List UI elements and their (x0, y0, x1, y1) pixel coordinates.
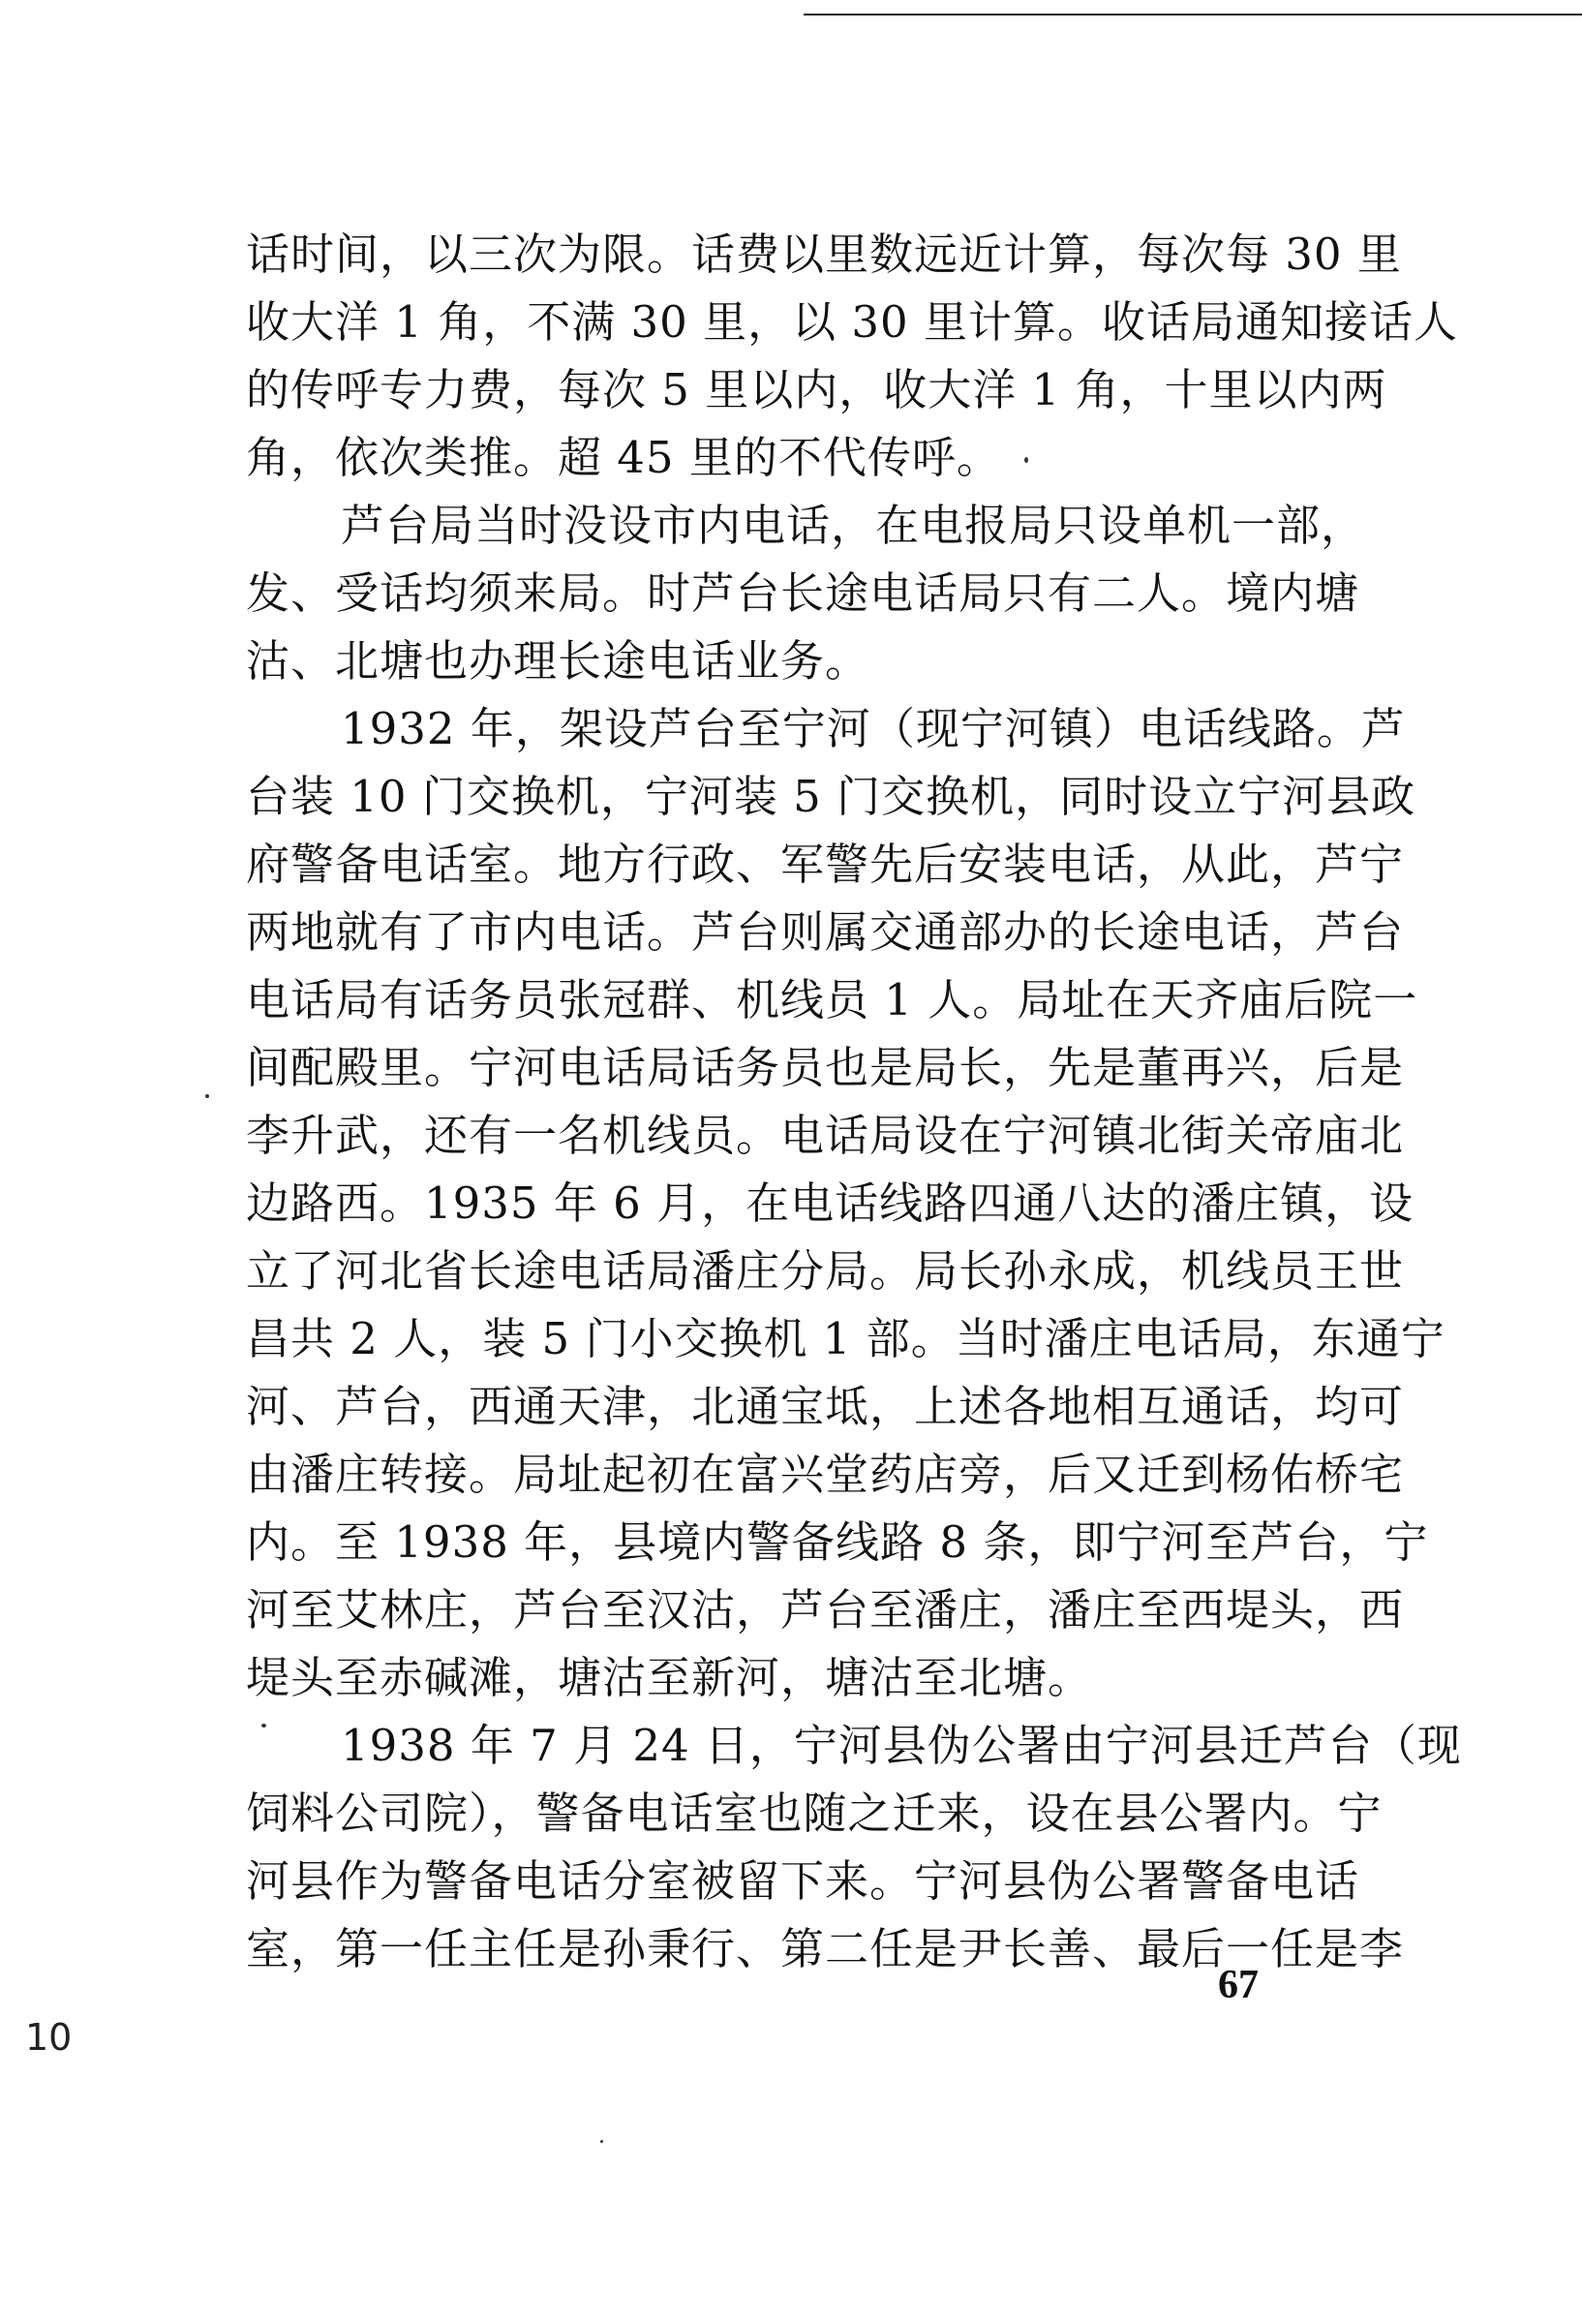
text-line: 昌共 2 人，装 5 门小交换机 1 部。当时潘庄电话局，东通宁 (246, 1313, 1445, 1364)
text-line: 李升武，还有一名机线员。电话局设在宁河镇北街关帝庙北 (246, 1110, 1405, 1161)
text-line: 的传呼专力费，每次 5 里以内，收大洋 1 角，十里以内两 (246, 364, 1387, 415)
text-line: 电话局有话务员张冠群、机线员 1 人。局址在天齐庙后院一 (246, 974, 1418, 1025)
text-line: 沽、北塘也办理长途电话业务。 (246, 635, 870, 687)
scan-speck (1024, 457, 1028, 463)
scan-speck (261, 1724, 266, 1728)
top-border-rule (804, 14, 1582, 15)
text-line: 堤头至赤碱滩，塘沽至新河，塘沽至北塘。 (246, 1652, 1093, 1703)
paragraph-2 (246, 492, 1366, 695)
text-line: 间配殿里。宁河电话局话务员也是局长，先是董再兴，后是 (246, 1042, 1405, 1093)
text-line: 立了河北省长途电话局潘庄分局。局长孙永成，机线员王世 (246, 1245, 1405, 1297)
text-line: 饲料公司院），警备电话室也随之迁来，设在县公署内。宁 (246, 1788, 1383, 1839)
scan-speck (205, 1094, 209, 1098)
text-line: 河县作为警备电话分室被留下来。宁河县伪公署警备电话 (246, 1855, 1360, 1907)
text-line: 两地就有了市内电话。芦台则属交通部办的长途电话，芦台 (246, 906, 1405, 958)
text-line: 话时间，以三次为限。话费以里数远近计算，每次每 30 里 (246, 229, 1402, 280)
handwritten-margin-mark: 10 (25, 2016, 73, 2059)
text-line: 府警备电话室。地方行政、军警先后安装电话，从此，芦宁 (246, 839, 1405, 890)
text-line: 台装 10 门交换机，宁河装 5 门交换机，同时设立宁河县政 (246, 771, 1416, 822)
text-line: 室，第一任主任是孙秉行、第二任是尹长善、最后一任是李 (246, 1923, 1405, 1974)
page-number: 67 (1218, 1963, 1259, 2007)
paragraph-3 (246, 695, 1445, 1712)
text-line: 1932 年，架设芦台至宁河（现宁河镇）电话线路。芦 (341, 703, 1406, 754)
paragraph-1 (246, 221, 1458, 492)
text-line: 1938 年 7 月 24 日，宁河县伪公署由宁河县迁芦台（现 (341, 1720, 1462, 1771)
text-line: 由潘庄转接。局址起初在富兴堂药店旁，后又迁到杨佑桥宅 (246, 1449, 1405, 1500)
page-body (246, 221, 1462, 1983)
text-line: 收大洋 1 角，不满 30 里，以 30 里计算。收话局通知接话人 (246, 296, 1458, 348)
text-line: 河、芦台，西通天津，北通宝坻，上述各地相互通话，均可 (246, 1381, 1405, 1432)
text-line: 芦台局当时没设市内电话，在电报局只设单机一部， (341, 500, 1366, 551)
text-line: 河至艾林庄，芦台至汉沽，芦台至潘庄，潘庄至西堤头，西 (246, 1584, 1405, 1636)
paragraph-4 (246, 1712, 1462, 1983)
scan-speck (600, 2140, 603, 2143)
text-line: 发、受话均须来局。时芦台长途电话局只有二人。境内塘 (246, 567, 1360, 619)
text-line: 内。至 1938 年，县境内警备线路 8 条，即宁河至芦台，宁 (246, 1516, 1429, 1568)
text-line: 角，依次类推。超 45 里的不代传呼。 (246, 432, 1001, 483)
text-line: 边路西。1935 年 6 月，在电话线路四通八达的潘庄镇，设 (246, 1177, 1415, 1229)
